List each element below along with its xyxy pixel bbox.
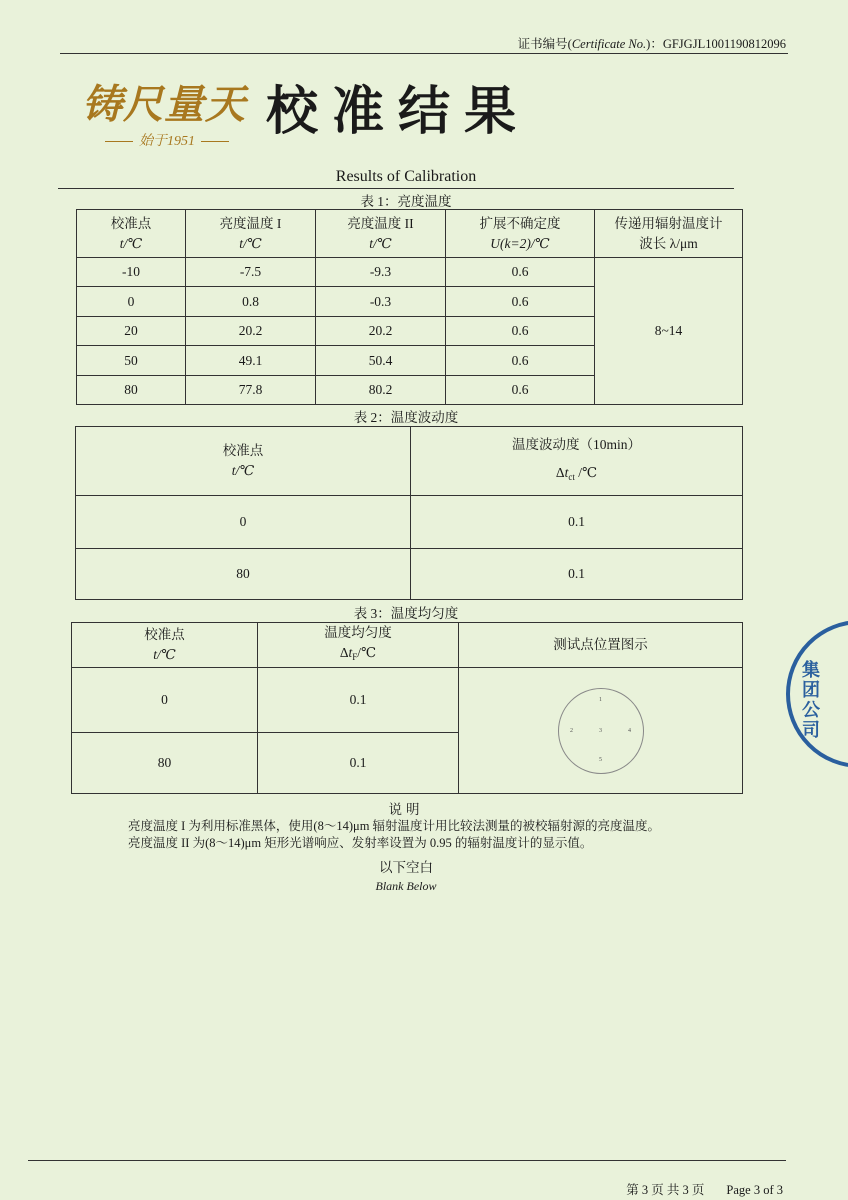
table-cell: 80: [77, 376, 186, 405]
blank-below-en: Blank Below: [375, 879, 437, 893]
header-rule: [60, 53, 788, 54]
table1-header-cell: 校准点 t/℃: [77, 210, 186, 258]
table2-caption: 表 2：温度波动度: [353, 410, 459, 425]
logo-name: 铸尺量天: [82, 81, 246, 128]
wavelength-cell: 8~14: [595, 258, 743, 405]
table-cell: 80: [76, 549, 411, 600]
table2-header-cell: 温度波动度（10min） $\Delta t_{ct}$ /℃: [411, 427, 743, 496]
table-cell: 0.6: [446, 376, 595, 405]
test-point-diagram-cell: [459, 668, 743, 794]
table-cell: 0.6: [446, 258, 595, 287]
table3-caption: 表 3：温度均匀度: [353, 606, 459, 621]
notes-line: 亮度温度 II 为(8～14)μm 矩形光谱响应、发射率设置为 0.95 的辐射温度计的显示值。: [128, 836, 593, 850]
table-cell: 0.1: [411, 496, 743, 549]
notes-section: [0, 798, 848, 852]
page-number-cn: 第 3 页 共 3 页: [626, 1183, 705, 1197]
table-cell: 77.8: [186, 376, 316, 405]
table-cell: 20.2: [186, 317, 316, 346]
table3-header-cell: 温度均匀度 $\Delta t_F/℃$: [258, 623, 459, 668]
brightness-temperature-table: [76, 209, 743, 405]
test-point-marker: 2: [570, 727, 573, 734]
page-number-en: Page 3 of 3: [726, 1183, 783, 1197]
title-rule: [58, 188, 734, 189]
table-cell: 0.8: [186, 287, 316, 317]
table-row: [76, 496, 743, 549]
table1-header-cell: 亮度温度 II t/℃: [316, 210, 446, 258]
table-cell: 0: [77, 287, 186, 317]
table3-header-cell: 测试点位置图示: [459, 623, 743, 668]
table-cell: 0: [72, 668, 258, 733]
table-cell: 0.1: [411, 549, 743, 600]
table-cell: 80.2: [316, 376, 446, 405]
logo-since: 始于1951: [82, 130, 252, 150]
table-cell: 0.1: [258, 733, 459, 794]
table1-caption: 表 1：亮度温度: [360, 194, 452, 209]
table-cell: -10: [77, 258, 186, 287]
table-cell: 0: [76, 496, 411, 549]
table1-header-cell: 亮度温度 I t/℃: [186, 210, 316, 258]
table-cell: 50: [77, 346, 186, 376]
stamp-text: 集团公司: [799, 660, 820, 740]
notes-line: 亮度温度 I 为利用标准黑体，使用(8～14)μm 辐射温度计用比较法测量的被校辐射源的亮度温度。: [128, 819, 661, 833]
table-cell: -7.5: [186, 258, 316, 287]
table-cell: 20.2: [316, 317, 446, 346]
test-point-marker: 4: [628, 727, 631, 734]
footer-rule: [28, 1160, 786, 1161]
certificate-label-en: Certificate No.: [571, 37, 647, 51]
test-point-marker: 3: [599, 727, 602, 734]
table-cell: 0.1: [258, 668, 459, 733]
table-cell: 50.4: [316, 346, 446, 376]
table-cell: -9.3: [316, 258, 446, 287]
table2-header-cell: 校准点 t/℃: [76, 427, 411, 496]
table-row: [72, 668, 743, 733]
table-cell: 80: [72, 733, 258, 794]
table-cell: -0.3: [316, 287, 446, 317]
table3-header-cell: 校准点 t/℃: [72, 623, 258, 668]
table-cell: 0.6: [446, 346, 595, 376]
page-footer: [604, 1180, 783, 1198]
notes-heading: 说明: [388, 802, 424, 817]
table-cell: 0.6: [446, 287, 595, 317]
table-cell: 49.1: [186, 346, 316, 376]
table1-header-cell: 扩展不确定度 U(k=2)/℃: [446, 210, 595, 258]
test-point-marker: 5: [599, 756, 602, 763]
test-point-diagram: [558, 688, 644, 774]
table-row: [76, 549, 743, 600]
blank-below-cn: 以下空白: [379, 860, 433, 875]
certificate-number-value: GFJGJL1001190812096: [662, 37, 786, 51]
table-row: [77, 258, 743, 287]
temperature-fluctuation-table: [75, 426, 743, 600]
company-logo: [82, 82, 252, 150]
table-cell: 20: [77, 317, 186, 346]
table-cell: 0.6: [446, 317, 595, 346]
temperature-uniformity-table: [71, 622, 743, 794]
page-subtitle: Results of Calibration: [335, 168, 477, 185]
page-title: 校准结果: [266, 82, 531, 142]
certificate-label-cn: 证书编号: [517, 37, 568, 51]
test-point-marker: 1: [599, 696, 602, 703]
table1-header-cell: 传递用辐射温度计 波长 λ/μm: [595, 210, 743, 258]
certificate-number: 证书编号(Certificate No.)：GFJGJL1001190812096: [517, 37, 786, 51]
